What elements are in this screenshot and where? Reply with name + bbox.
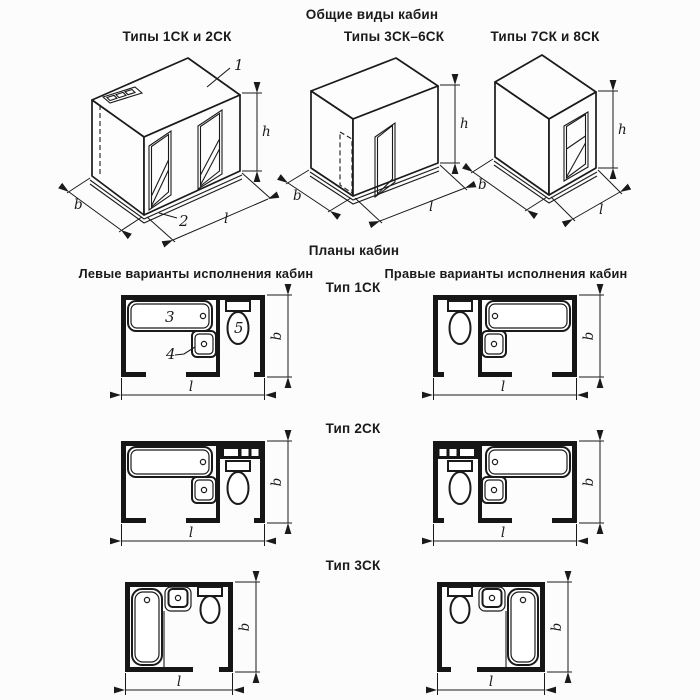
dimension-h bbox=[598, 91, 627, 168]
dim-l-label: l bbox=[500, 379, 506, 395]
dim-l-label: l bbox=[188, 525, 194, 541]
washbasin bbox=[482, 331, 506, 357]
left-variants-label: Левые варианты исполнения кабин bbox=[78, 266, 314, 281]
dimension-l bbox=[433, 378, 577, 400]
iso-title-7sk-8sk: Типы 7СК и 8СК bbox=[490, 29, 600, 44]
bathtub bbox=[132, 589, 164, 667]
washbasin bbox=[482, 477, 506, 503]
washbasin bbox=[192, 477, 216, 503]
plan-3sk-right bbox=[428, 575, 588, 700]
plan-1sk-left bbox=[112, 287, 302, 405]
plan-3sk-left bbox=[116, 575, 276, 700]
washbasin bbox=[165, 587, 191, 611]
callout-1-label: 1 bbox=[234, 56, 244, 74]
dim-b-label: b bbox=[74, 197, 83, 213]
plan-2sk-left bbox=[112, 433, 302, 551]
plan-title-2sk: Тип 2СК bbox=[325, 421, 381, 436]
dimension-b bbox=[267, 295, 292, 377]
dim-l-label: l bbox=[188, 379, 194, 395]
bathtub bbox=[128, 447, 212, 477]
plan-2sk-right bbox=[424, 433, 614, 551]
dim-b-label: b bbox=[293, 188, 302, 204]
cabin-box bbox=[494, 55, 597, 203]
dimension-b bbox=[547, 582, 572, 672]
dimension-b bbox=[267, 441, 292, 523]
dim-h-label: h bbox=[460, 116, 469, 132]
dim-l-label: l bbox=[176, 674, 182, 690]
dim-b-label: b bbox=[478, 177, 487, 193]
toilet bbox=[448, 461, 472, 504]
vent-block bbox=[438, 446, 478, 459]
washbasin bbox=[165, 331, 216, 363]
dim-b-label: b bbox=[549, 622, 565, 632]
dimension-h bbox=[242, 93, 271, 171]
toilet bbox=[226, 301, 250, 344]
iso-view-types-1sk-2sk bbox=[58, 46, 298, 254]
dim-l-label: l bbox=[224, 211, 229, 227]
dim-b-label: b bbox=[237, 622, 253, 632]
callout-floor-panel bbox=[159, 212, 189, 230]
dimension-l bbox=[125, 673, 233, 695]
dimension-l bbox=[121, 378, 265, 400]
dim-l-label: l bbox=[429, 199, 434, 215]
dim-b-label: b bbox=[581, 477, 597, 487]
dimension-l bbox=[121, 524, 265, 546]
callout-2-label: 2 bbox=[179, 212, 189, 230]
bathtub bbox=[506, 589, 538, 667]
toilet bbox=[226, 461, 250, 504]
plan-1sk-right bbox=[424, 287, 614, 405]
dim-b-label: b bbox=[581, 331, 597, 341]
callout-roof-panel bbox=[207, 56, 244, 87]
right-variants-label: Правые варианты исполнения кабин bbox=[384, 266, 628, 281]
dim-h-label: h bbox=[618, 122, 627, 138]
vent-block bbox=[220, 446, 260, 459]
dim-l-label: l bbox=[500, 525, 506, 541]
dimension-l bbox=[437, 673, 545, 695]
dim-b-label: b bbox=[269, 331, 285, 341]
dimension-b bbox=[579, 295, 604, 377]
bathtub bbox=[486, 301, 570, 331]
toilet bbox=[198, 587, 222, 623]
dim-h-label: h bbox=[262, 124, 271, 140]
callout-4-label: 4 bbox=[166, 345, 176, 363]
dim-l-label: l bbox=[599, 202, 604, 218]
section-title-general-views: Общие виды кабин bbox=[305, 7, 439, 22]
dimension-b bbox=[235, 582, 260, 672]
dimension-l bbox=[433, 524, 577, 546]
toilet bbox=[448, 587, 472, 623]
washbasin bbox=[479, 587, 505, 611]
iso-title-3sk-6sk: Типы 3СК–6СК bbox=[343, 29, 445, 44]
callout-3-label: 3 bbox=[165, 308, 175, 326]
plan-title-1sk: Тип 1СК bbox=[325, 280, 381, 295]
dim-b-label: b bbox=[269, 477, 285, 487]
bathtub bbox=[128, 301, 212, 331]
iso-title-1sk-2sk: Типы 1СК и 2СК bbox=[122, 29, 232, 44]
dimension-b bbox=[579, 441, 604, 523]
toilet bbox=[448, 301, 472, 344]
plan-title-3sk: Тип 3СК bbox=[325, 558, 381, 573]
section-title-plans: Планы кабин bbox=[308, 243, 400, 258]
iso-view-types-3sk-6sk bbox=[283, 50, 473, 242]
dimension-h bbox=[440, 85, 469, 163]
iso-view-types-7sk-8sk bbox=[466, 46, 656, 242]
bathtub bbox=[486, 447, 570, 477]
dim-l-label: l bbox=[488, 674, 494, 690]
callout-5-label: 5 bbox=[234, 319, 244, 337]
